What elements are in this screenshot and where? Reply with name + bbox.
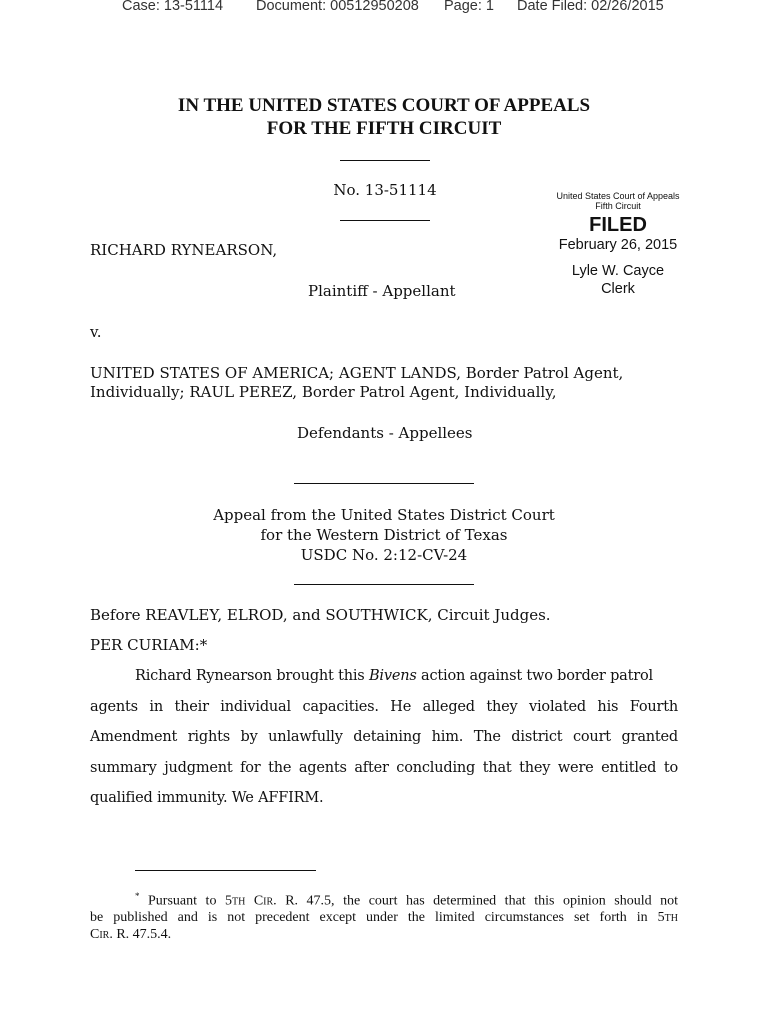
appeal-line3: USDC No. 2:12-CV-24 bbox=[300, 546, 468, 564]
footnote-divider bbox=[135, 870, 316, 871]
opinion-line: summary judgment for the agents after concluding that they were entitled to bbox=[90, 759, 678, 776]
filed-date: February 26, 2015 bbox=[558, 237, 678, 253]
document-header bbox=[0, 0, 768, 16]
opinion-paragraph bbox=[90, 661, 678, 814]
case-number-header: Case: 13-51114 bbox=[122, 0, 224, 14]
footnote-rule-ref: Cir. bbox=[90, 926, 113, 942]
defendants-line1: UNITED STATES OF AMERICA; AGENT LANDS, Border Patrol Agent, bbox=[90, 364, 624, 382]
opinion-text: Richard Rynearson brought this bbox=[135, 668, 369, 684]
court-title-line1: IN THE UNITED STATES COURT OF APPEALS bbox=[177, 95, 591, 116]
docket-number: No. 13-51114 bbox=[333, 181, 437, 199]
opinion-line: Amendment rights by unlawfully detaining him. The district court granted bbox=[90, 729, 678, 745]
document-number-header: Document: 00512950208 bbox=[256, 0, 419, 14]
opinion-line bbox=[90, 661, 678, 692]
divider bbox=[340, 160, 430, 161]
footnote-line3 bbox=[90, 927, 678, 944]
opinion-line: agents in their individual capacities. He alleged they violated his Fourth bbox=[90, 698, 678, 715]
footnote-text: R. 47.5, the court has determined that this opinion should not bbox=[276, 893, 679, 909]
per-curiam: PER CURIAM:* bbox=[90, 636, 208, 654]
footnote-marker: * bbox=[135, 891, 140, 901]
divider bbox=[294, 584, 474, 585]
footnote-line2 bbox=[90, 910, 678, 927]
versus: v. bbox=[90, 323, 102, 341]
opinion-line: qualified immunity. We AFFIRM. bbox=[90, 790, 324, 806]
defendants-line2: Individually; RAUL PEREZ, Border Patrol Agent, Individually, bbox=[90, 383, 557, 401]
footnote bbox=[90, 888, 678, 943]
plaintiff-role: Plaintiff - Appellant bbox=[308, 282, 456, 300]
appeal-line1: Appeal from the United States District Court bbox=[213, 506, 555, 524]
footnote-rule-ref: 5th Cir. bbox=[224, 893, 277, 909]
filed-court-line1: United States Court of Appeals bbox=[556, 191, 680, 201]
footnote-line1 bbox=[90, 888, 678, 910]
court-title-line2: FOR THE FIFTH CIRCUIT bbox=[266, 118, 502, 139]
appeal-line2: for the Western District of Texas bbox=[260, 526, 508, 544]
plaintiff-name: RICHARD RYNEARSON, bbox=[90, 241, 278, 259]
footnote-rule-ref: 5th bbox=[657, 910, 678, 926]
opinion-text: action against two border patrol bbox=[416, 668, 653, 684]
appeal-info bbox=[134, 505, 634, 565]
filed-court-line2: Fifth Circuit bbox=[595, 201, 641, 211]
footnote-text: be published and is not precedent except under the limited circumstances set forth in bbox=[90, 910, 658, 926]
page-number-header: Page: 1 bbox=[444, 0, 494, 14]
footnote-text: Pursuant to bbox=[139, 893, 225, 909]
date-filed-header: Date Filed: 02/26/2015 bbox=[517, 0, 664, 14]
filed-label: FILED bbox=[589, 214, 647, 236]
divider bbox=[294, 483, 474, 484]
court-title bbox=[0, 94, 768, 140]
filed-stamp bbox=[548, 191, 688, 298]
clerk-title: Clerk bbox=[601, 281, 635, 297]
bivens-italic: Bivens bbox=[368, 668, 417, 684]
panel-judges: Before REAVLEY, ELROD, and SOUTHWICK, Circuit Judges. bbox=[90, 606, 551, 624]
clerk-name: Lyle W. Cayce bbox=[571, 263, 665, 279]
defendants-role: Defendants - Appellees bbox=[297, 424, 473, 442]
footnote-text: R. 47.5.4. bbox=[112, 926, 172, 942]
divider bbox=[340, 220, 430, 221]
